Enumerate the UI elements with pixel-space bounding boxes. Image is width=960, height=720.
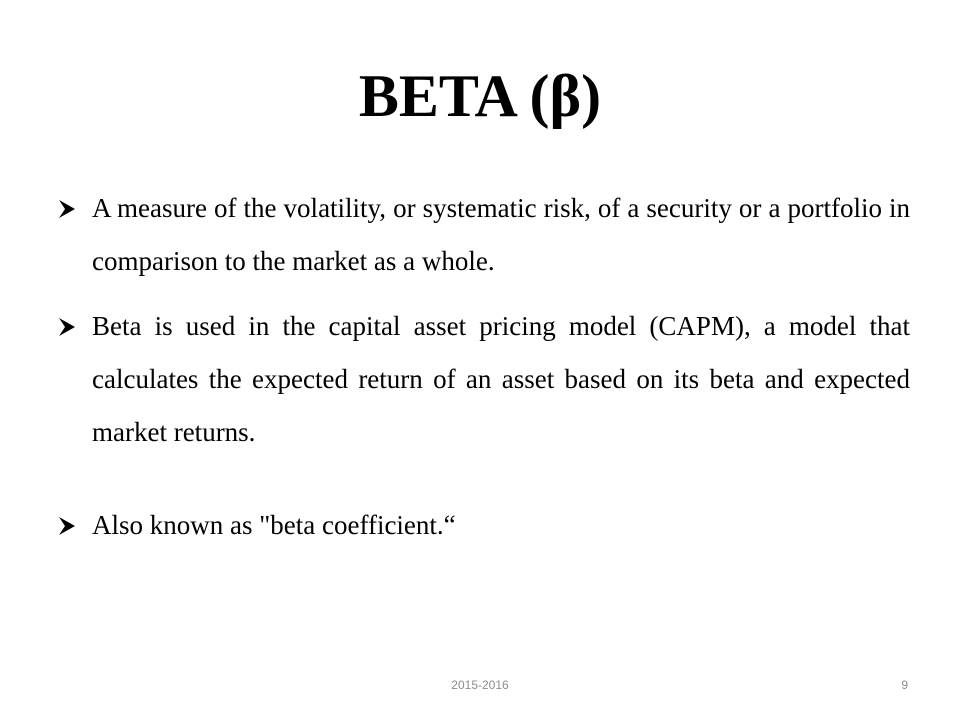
slide-title: BETA (β) xyxy=(358,63,602,129)
bullet-text: Also known as "beta coefficient.“ xyxy=(92,510,456,540)
page-number: 9 xyxy=(901,678,908,692)
footer-date: 2015-2016 xyxy=(451,678,509,692)
arrowhead-bullet-icon xyxy=(58,182,82,235)
bullet-text: Beta is used in the capital asset pricing model (CAPM), a model that calculates the expected return of an asset based on its beta and expected market returns. xyxy=(92,311,910,447)
bullet-item xyxy=(58,499,910,552)
bullet-text: A measure of the volatility, or systematic risk, of a security or a portfolio in comparison to the market as a whole. xyxy=(92,193,910,276)
arrowhead-bullet-icon xyxy=(58,300,82,353)
bullet-item xyxy=(58,300,910,459)
bullet-list xyxy=(58,182,910,552)
bullet-item xyxy=(58,182,910,288)
arrowhead-bullet-icon xyxy=(58,499,82,552)
